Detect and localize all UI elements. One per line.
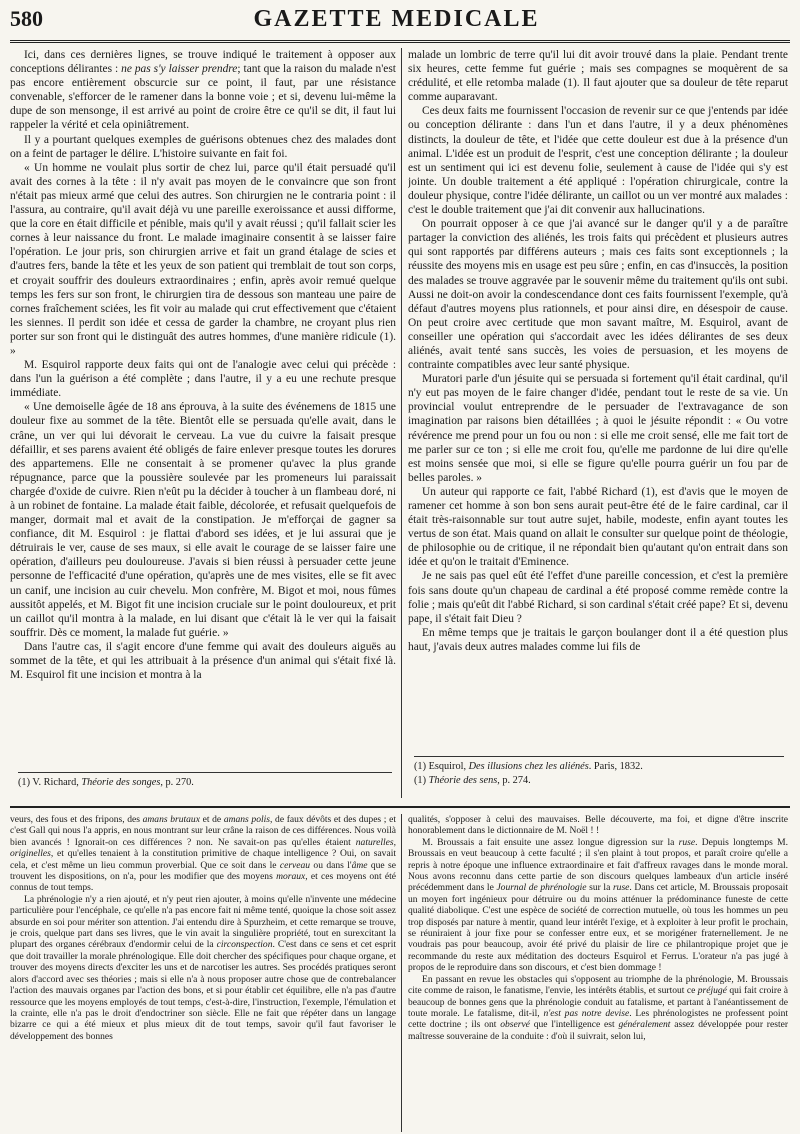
paragraph: Un auteur qui rapporte ce fait, l'abbé Richard (1), est d'avis que le moyen de ramener cet homme à son bon sens aurait peut-être été de le faire cardinal, car il était très-raisonnable sur tout autre sujet, habile, modeste, enfin ayant toutes les vertus de son état. Mais quand on allait le consulter sur quelque point de théologie, de philosophie ou de critique, il ne répondait bien qu'autant qu'on entrait dans son idée et qu'on le traitait d'Eminence. bbox=[408, 485, 788, 569]
journal-title: GAZETTE MEDICALE bbox=[253, 6, 540, 32]
paragraph: On pourrait opposer à ce que j'ai avancé sur le danger qu'il y a de paraître partager la conviction des aliénés, les trois faits qui précèdent et plusieurs autres qui sont rapportés par différens auteurs ; mais ces faits sont exceptionnels ; la réussite des moyens mis en usage est peu sûre ; enfin, en cas d'insuccès, la position des malades se trouve aggravée par le souvenir même du traitement qu'ils ont subi. Aussi ne doit-on avoir la condescendance dont ces faits fournissent l'exemple, qu'à défaut d'autres moyens plus rationnels, et pour ainsi dire, en désespoir de cause. On peut croire avec certitude que mon savant maître, M. Esquirol, avant de conseiller une opération qui s'accordait avec les idées délirantes de ses deux aliénés, avait tenté sans succès, les voies de persuasion, et les moyens de contrainte compatibles avec leur santé physique. bbox=[408, 218, 788, 372]
footnotes-left bbox=[18, 776, 392, 790]
paragraph: La phrénologie n'y a rien ajouté, et n'y peut rien ajouter, à moins qu'elle n'invente une médecine particulière pour l'encéphale, ce qu'elle n'a pas encore fait ni même tenté, quoique la chose soit assez absurde en soi pour mériter son attention. J'ai entendu dire à Spurzheim, et cette remarque se trouve, je crois, quelque part dans ses livres, que le vin avait la singulière propriété, tout en surexcitant la plupart des organes cérébraux d'endormir celui de la circonspection. C'est dans ce sens et cet esprit que doit travailler la morale phrénologique. Elle doit chercher des spécifiques pour chaque organe, et trouver des moyens directs d'exciter les uns et de narcotiser les autres. Ses procédés pratiques seront alors d'accord avec ses théories ; mais si elle n'a à nous proposer autre chose que de contrebalancer l'action des mauvais organes par l'action des bons, et si pour établir cet équilibre, elle n'a pas d'autre ressource que les moyens employés de tout temps, c'est-à-dire, l'instruction, l'exemple, l'émulation et la crainte, elle n'a pas le droit d'endoctriner son siècle. Elle ne fait que répéter dans un langage bizarre ce qui a été mieux et plus mieux dit de tout temps, savoir qu'il faut favoriser le développement des bonnes bbox=[10, 893, 396, 1042]
paragraph: En passant en revue les obstacles qui s'opposent au triomphe de la phrénologie, M. Broussais cite comme de raison, le fanatisme, l'envie, les intérêts établis, et surtout ce préjugé qui fait croire à beaucoup de bonnes gens que la phrénologie conduit au fatalisme, et partant à l'anéantissement de toute morale. Le fatalisme, dit-il, n'est pas notre devise. Les phrénologistes ne professent point cette doctrine ; ils ont observé que l'intelligence est généralement assez développée pour rester maîtresse souveraine de la conduite : d'où il suivrait, selon lui, bbox=[408, 973, 788, 1042]
footnote-rule bbox=[18, 772, 392, 773]
paragraph: veurs, des fous et des fripons, des amans brutaux et de amans polis, de faux dévôts et des dupes ; et c'est Gall qui nous l'a appris, en nous montrant sur leur crâne la raison de ces différences. Nous voilà bien avancés ! Ignorait-on ces différences ? non. Ne savait-on pas qu'elles étaient naturelles, originelles, et qu'elles tenaient à la constitution primitive de chaque intelligence ? Oui, on savait cela, et c'est même un lieu commun proverbial. Que ce soit dans le cerveau ou dans l'âme que se trouvent les dispositions, on n'a, pour les modifier que des moyens moraux, et ces moyens ont été connus de tout temps. bbox=[10, 814, 396, 894]
column-divider bbox=[401, 48, 402, 798]
footnote-rule bbox=[414, 756, 784, 757]
paragraph: Dans l'autre cas, il s'agit encore d'une femme qui avait des douleurs aiguës au sommet de la tête, et qui les attribuait à la présence d'un animal qui s'était fixé là. M. Esquirol fit une incision et montra à la bbox=[10, 640, 396, 682]
paragraph: Ces deux faits me fournissent l'occasion de revenir sur ce que j'entends par idée ou conception délirante : dans l'un et dans l'autre, il y a deux phénomènes distincts, la douleur de tête, et l'idée que cette douleur est due à la présence d'un animal. L'idée est un produit de l'esprit, c'est une conception délirante ; la douleur est un sentiment qui ici est devenu folie, seulement à cause de l'idée qui s'y est jointe. Un double traitement a été appliqué : l'opération chirurgicale, contre la douleur physique, contre l'idée délirante, un caillot ou un ver montré aux malades : c'est le double traitement que j'ai dit convenir aux hallucinations. bbox=[408, 105, 788, 217]
footnote: (1) V. Richard, Théorie des songes, p. 270. bbox=[18, 777, 194, 788]
paragraph: qualités, s'opposer à celui des mauvaises. Belle découverte, ma foi, et digne d'être inscrite honorablement dans le dictionnaire de M. Noël ! ! bbox=[408, 814, 788, 837]
section-divider bbox=[10, 806, 790, 808]
paragraph: Ici, dans ces dernières lignes, se trouve indiqué le traitement à opposer aux conceptions délirantes : ne pas s'y laisser prendre; tant que la raison du malade n'est pas encore entièrement obscurcie sur ce point, il faut, par une résistance convenable, s'efforcer de le ramener dans la bonne voie ; et si, devenu lui-même la dupe de son mensonge, il est arrivé au point de croire être ce qu'il se dit, il faut lui rappeler la vérité et cela opiniâtrement. bbox=[10, 49, 396, 132]
lower-left-column bbox=[10, 814, 396, 1132]
paragraph: « Un homme ne voulait plus sortir de chez lui, parce qu'il était persuadé qu'il avait des cornes à la tête : il n'y avait pas moyen de le convaincre que son front n'était pas mieux armé que celui des autres. Son chirurgien ne le contraria point : il l'assura, au contraire, qu'il avait déjà vu une pareille exeroissance et aussi difforme, que la core en était difficile et pénible, mais qu'il y avait réussi ; qu'il fallait scier les cornes à leur naissance du front. Le malade imaginaire consentit à se laisser faire l'opération. Le jour pris, son chirurgien arrive et fait un grand étalage de scies et d'autres fers, bande la tête et les yeux de son patient qui tremblait de tout son corps, et croyait souffrir des douleurs extraordinaires ; enfin, après avoir remué quelque temps les fers sur son front, le chirurgien tira de dessous son manteau une paire de cornes fraîchement sciées, les fit voir au malade qui crut effectivement que c'étaient les siennes. Il perdit son idée et cessa de garder la chambre, ne croyant plus rien porter sur son front qui le distinguât des autres hommes, d'une manière ridicule (1). » bbox=[10, 161, 396, 357]
paragraph: En même temps que je traitais le garçon boulanger dont il a été question plus haut, j'avais deux autres malades comme lui fils de bbox=[408, 626, 788, 653]
page-header bbox=[10, 6, 790, 43]
paragraph: malade un lombric de terre qu'il lui dit avoir trouvé dans la plaie. Pendant trente six heures, cette femme fut guérie ; mais ses compagnes se moquèrent de sa crédulité, et elle retomba malade (1). Il faut ajouter que sa douleur de tête reparut comme auparavant. bbox=[408, 49, 788, 104]
paragraph: Muratori parle d'un jésuite qui se persuada si fortement qu'il était cardinal, qu'il n'y eut pas moyen de le faire changer d'idée, pendant tout le reste de sa vie. Un provincial voulut entreprendre de le persuader de l'extravagance de son imagination par raisons bien détaillées ; à quoi le jésuite répondit : « Ou votre révérence me prend pour un fou ou non : si elle me croit sensé, elle me fait tort de me parler sur ce ton ; si elle me croit fou, qu'elle me pardonne de lui dire qu'elle est moins sensée que moi, si elle se figure qu'elle pourra guérir un fou par de belles paroles. » bbox=[408, 373, 788, 484]
column-divider bbox=[401, 814, 402, 1132]
lower-right-column bbox=[408, 814, 788, 1132]
page-number: 580 bbox=[10, 6, 43, 31]
footnote: (1) Esquirol, Des illusions chez les aliénés. Paris, 1832. bbox=[414, 761, 643, 772]
footnote: (1) Théorie des sens, p. 274. bbox=[414, 775, 531, 786]
upper-left-column bbox=[10, 48, 396, 770]
paragraph: M. Esquirol rapporte deux faits qui ont de l'analogie avec celui qui précède : dans l'un la guérison a été complète ; dans l'autre, il y a eu une rechute presque immédiate. bbox=[10, 359, 396, 400]
paragraph: Je ne sais pas quel eût été l'effet d'une pareille concession, et c'est la première fois sans doute qu'un chapeau de cardinal a été proposé comme remède contre la folie ; mais qu'eût dit l'abbé Richard, si son cardinal s'était créé pape? Et si, devenu pape, il s'était fait Dieu ? bbox=[408, 570, 788, 625]
footnotes-right bbox=[414, 760, 784, 788]
paragraph: Il y a pourtant quelques exemples de guérisons obtenues chez des malades dont on a feint de partager le délire. L'histoire suivante en fait foi. bbox=[10, 133, 396, 160]
paragraph: « Une demoiselle âgée de 18 ans éprouva, à la suite des événemens de 1815 une douleur fixe au sommet de la tête. Bientôt elle se persuada qu'elle avait, dans le crâne, un ver qui lui dévorait le cerveau. La vue du cuivre la faisait presque défaillir, et ses parens avaient été obligés de faire enlever presque toutes les dorures des appartemens. Elle ne consentait à se promener qu'avec la plus grande répugnance, parce que la poussière soulevée par les promeneurs lui paraissait chargée d'oxide de cuivre. Rien n'eût pu la décider à toucher à un flambeau doré, ni à un robinet de fontaine. La malade était faible, décolorée, et refusait quelquefois de manger, dormait mal et avait de la constipation. Je m'efforçai de gagner sa confiance, dit M. Esquirol : je flattai d'abord ses idées, et je lui assurai que je détruirais le ver, cause de ses maux, si elle avait le courage de se laisser faire une opération, d'ailleurs peu douloureuse. J'avais si bien réussi à persuader cette jeune personne de l'efficacité d'une opération, qu'après une de mes visites, elle se fit avec un canif, une incision au cuir chevelu. Mon confrère, M. Bigot et moi, nous fûmes aussitôt appelés, et M. Bigot fit une incision cruciale sur le point douloureux, et prit un caillot qu'il montra à la malade, en lui disant que c'était là le ver qui la faisait souffrir. Dès ce moment, la malade fut guérie. » bbox=[10, 401, 396, 639]
paragraph: M. Broussais a fait ensuite une assez longue digression sur la ruse. Depuis longtemps M. Broussais en veut beaucoup à cette faculté ; il s'en plaint à tout propos, et paraît croire qu'elle a repris à notre époque une influence extraordinaire et fait d'affreux ravages dans le monde moral. Nous avons reconnu dans cette partie de son discours quelques lambeaux d'un article inséré précédemment dans le Journal de phrénologie sur la ruse. Dans cet article, M. Broussais proposait un moyen fort ingénieux pour détruire ou du moins atténuer la prédominance funeste de cette qualité diabolique. C'est une espèce de société de correction mutuelle, où tous les hommes un peu trop disposés par nature à mentir, quand leur intérêt l'exige, et à exploiter à leur profit le prochain, se réuniraient à jour fixe pour se confesser entre eux, et se morigéner fraternellement. Je ne voudrais pas pour beaucoup, avoir été privé du plaisir de lire ce philantropique projet que je recommande du reste aux méditation des docteurs Esquirol et Ferrus. L'orateur n'a pas jugé à propos de le reproduire dans son discours, et c'est bien dommage ! bbox=[408, 836, 788, 974]
upper-right-column bbox=[408, 48, 788, 770]
